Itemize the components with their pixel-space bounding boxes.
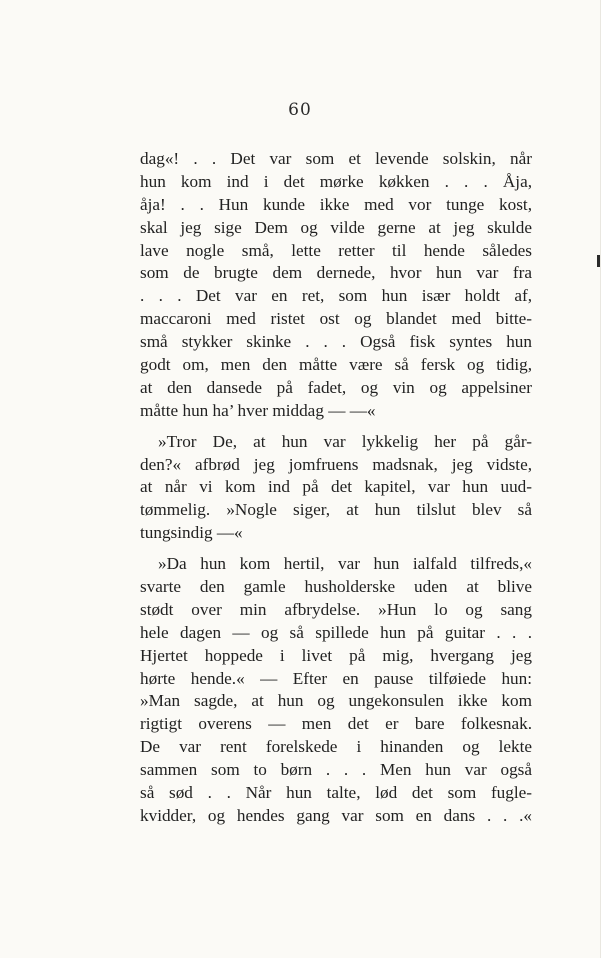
text-line: »Da hun kom hertil, var hun ialfald tilfreds,« <box>158 554 532 574</box>
text-line: den?« afbrød jeg jomfruens madsnak, jeg vidste, <box>140 454 532 474</box>
text-line: hun kom ind i det mørke køkken . . . Åja, <box>140 171 532 191</box>
paragraph-gap <box>140 545 532 553</box>
text-line: skal jeg sige Dem og vilde gerne at jeg skulde <box>140 217 532 237</box>
paragraph <box>140 431 532 545</box>
text-line: maccaroni med ristet ost og blandet med bitte- <box>140 309 532 329</box>
paragraph <box>140 148 532 423</box>
text-line: »Man sagde, at hun og ungekonsulen ikke kom <box>140 691 532 711</box>
body-text <box>140 148 532 828</box>
text-line: åja! . . Hun kunde ikke med vor tunge kost, <box>140 194 532 214</box>
text-line: »Tror De, at hun var lykkelig her på går- <box>158 431 532 451</box>
page-number: 60 <box>288 100 312 120</box>
text-line: svarte den gamle husholderske uden at blive <box>140 577 532 597</box>
text-line: at den dansede på fadet, og vin og appelsiner <box>140 377 532 397</box>
text-line: tømmelig. »Nogle siger, at hun tilslut blev så <box>140 500 532 520</box>
text-line: kvidder, og hendes gang var som en dans . . .« <box>140 805 532 825</box>
text-line: tungsindig —« <box>140 523 243 543</box>
text-line: De var rent forelskede i hinanden og lekte <box>140 737 532 757</box>
text-line: at når vi kom ind på det kapitel, var hun uud- <box>140 477 532 497</box>
text-line: Hjertet hoppede i livet på mig, hvergang jeg <box>140 645 532 665</box>
text-line: . . . Det var en ret, som hun især holdt af, <box>140 286 532 306</box>
text-line: som de brugte dem dernede, hvor hun var fra <box>140 263 532 283</box>
text-line: hørte hende.« — Efter en pause tilføiede hun: <box>140 668 532 688</box>
text-line: hele dagen — og så spillede hun på guitar . . . <box>140 622 532 642</box>
text-line: godt om, men den måtte være så fersk og tidig, <box>140 355 532 375</box>
text-line: små stykker skinke . . . Også fisk syntes hun <box>140 332 532 352</box>
text-line: så sød . . Når hun talte, lød det som fugle- <box>140 783 532 803</box>
text-line: rigtigt overens — men det er bare folkesnak. <box>140 714 532 734</box>
text-line: stødt over min afbrydelse. »Hun lo og sang <box>140 599 532 619</box>
text-line: dag«! . . Det var som et levende solskin, når <box>140 149 532 168</box>
paragraph <box>140 553 532 828</box>
page-edge-mark <box>597 255 600 267</box>
paragraph-gap <box>140 423 532 431</box>
text-line: måtte hun ha’ hver middag — —« <box>140 400 376 420</box>
text-line: lave nogle små, lette retter til hende således <box>140 240 532 260</box>
text-line: sammen som to børn . . . Men hun var også <box>140 760 532 780</box>
